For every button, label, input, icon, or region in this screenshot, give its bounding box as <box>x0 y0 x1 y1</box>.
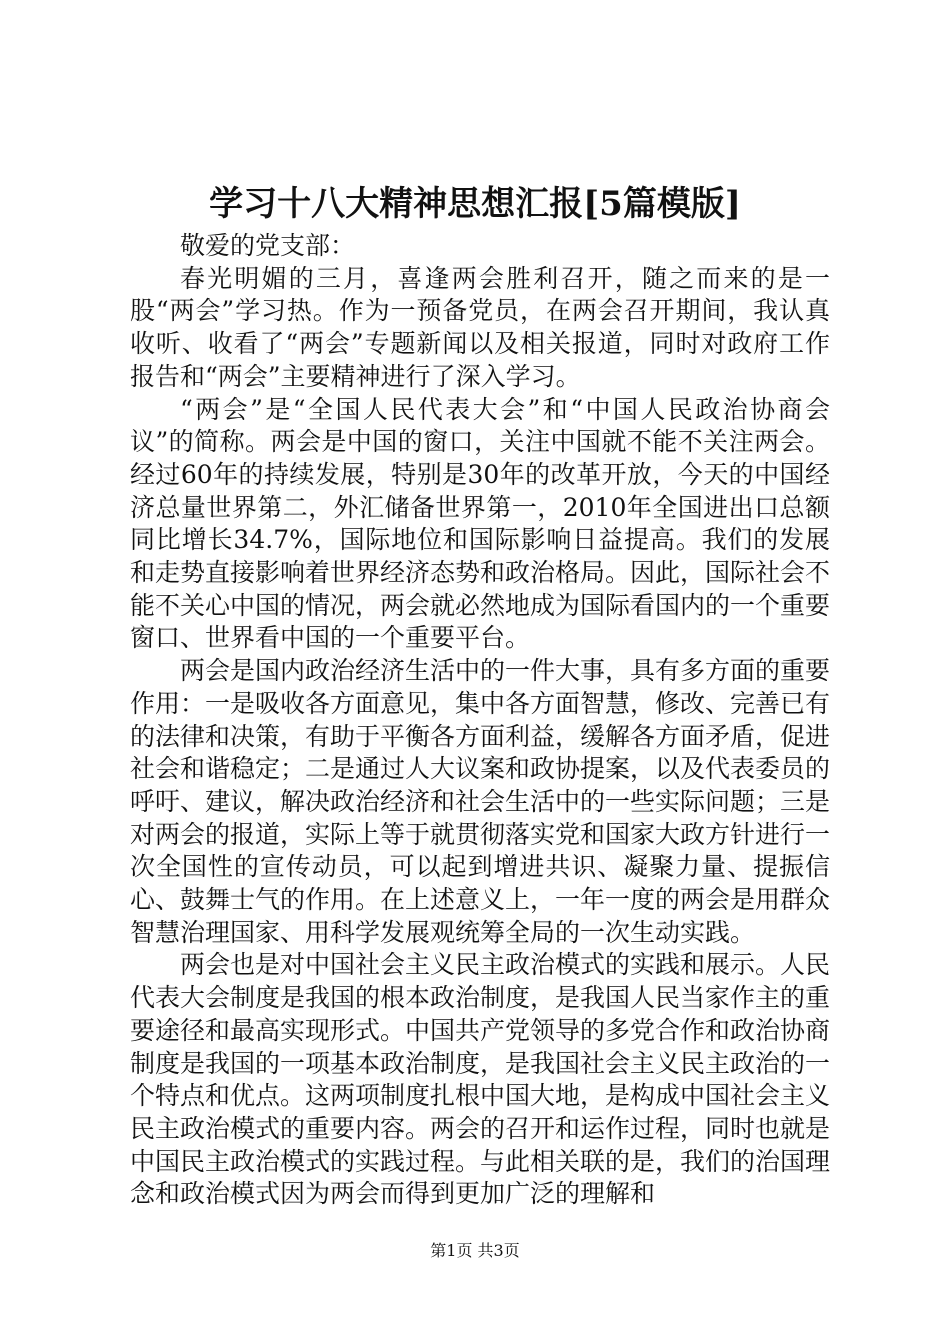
paragraph-2: “两会”是“全国人民代表大会”和“中国人民政治协商会议”的简称。两会是中国的窗口，关注中国就不能不关注两会。经过60年的持续发展，特别是30年的改革开放，今天的中国经济总量世界第二，外汇储备世界第一，2010年全国进出口总额同比增长34.7%，国际地位和国际影响日益提高。我们的发展和走势直接影响着世界经济态势和政治格局。因此，国际社会不能不关心中国的情况，两会就必然地成为国际看国内的一个重要窗口、世界看中国的一个重要平台。 <box>130 394 831 653</box>
paragraph-1: 春光明媚的三月，喜逢两会胜利召开，随之而来的是一股“两会”学习热。作为一预备党员，在两会召开期间，我认真收听、收看了“两会”专题新闻以及相关报道，同时对政府工作报告和“两会”主要精神进行了深入学习。 <box>130 263 830 391</box>
paragraph-3: 两会是国内政治经济生活中的一件大事，具有多方面的重要作用：一是吸收各方面意见，集中各方面智慧，修改、完善已有的法律和决策，有助于平衡各方面利益，缓解各方面矛盾，促进社会和谐稳定；二是通过人大议案和政协提案，以及代表委员的呼吁、建议，解决政治经济和社会生活中的一些实际问题；三是对两会的报道，实际上等于就贯彻落实党和国家大政方针进行一次全国性的宣传动员，可以起到增进共识、凝聚力量、提振信心、鼓舞士气的作用。在上述意义上，一年一度的两会是用群众智慧治理国家、用科学发展观统筹全局的一次生动实践。 <box>130 656 831 947</box>
salutation: 敬爱的党支部： <box>180 231 356 260</box>
page-number-indicator: 第1页 共3页 <box>430 1241 520 1260</box>
document-body <box>130 230 830 1211</box>
page-footer <box>0 1240 950 1262</box>
document-title: 学习十八大精神思想汇报[5篇模版] <box>209 184 741 224</box>
paragraph-4: 两会也是对中国社会主义民主政治模式的实践和展示。人民代表大会制度是我国的根本政治制度，是我国人民当家作主的重要途径和最高实现形式。中国共产党领导的多党合作和政治协商制度是我国的一项基本政治制度，是我国社会主义民主政治的一个特点和优点。这两项制度扎根中国大地，是构成中国社会主义民主政治模式的重要内容。两会的召开和运作过程，同时也就是中国民主政治模式的实践过程。与此相关联的是，我们的治国理念和政治模式因为两会而得到更加广泛的理解和 <box>130 950 831 1209</box>
